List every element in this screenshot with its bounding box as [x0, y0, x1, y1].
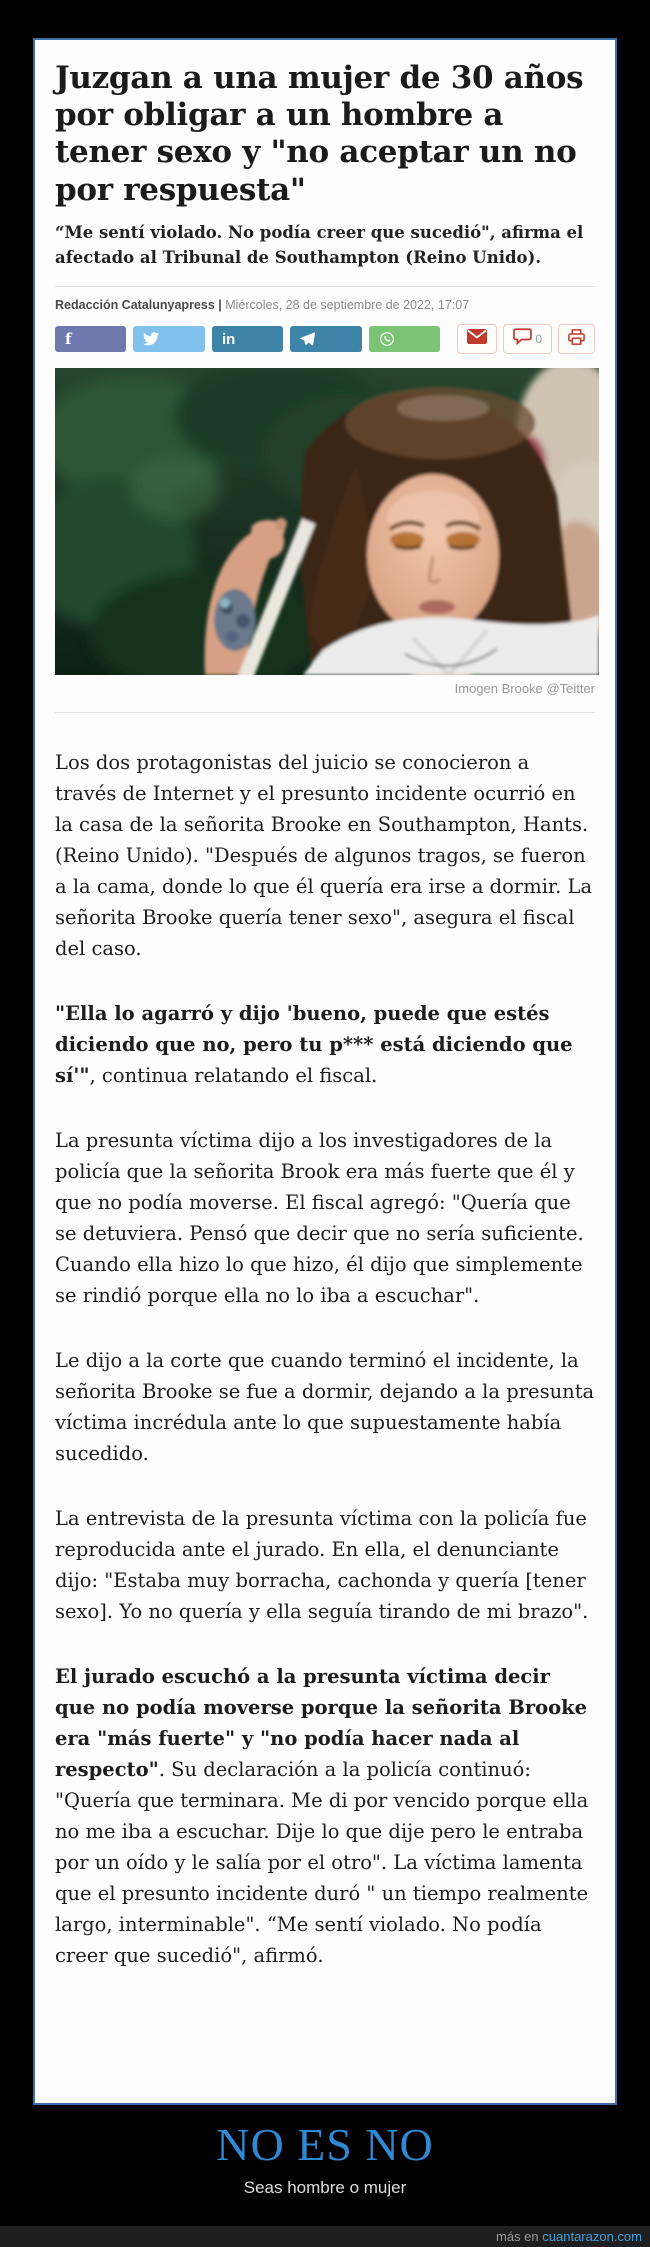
site-footer: [0, 2226, 650, 2247]
paragraph: La entrevista de la presunta víctima con la policía fue reproducida ante el jurado. En ella, el denunciante dijo: "Estaba muy borracha, cachonda y quería [tener sexo]. Yo no quería y ella seguía tirando de mi brazo".: [55, 1507, 589, 1624]
comment-count: 0: [535, 332, 543, 347]
share-row: [55, 324, 595, 354]
meme-subtitle: Seas hombre o mujer: [243, 2178, 407, 2197]
paragraph: El jurado escuchó a la presunta víctima decir que no podía moverse porque la señorita Brooke era "más fuerte" y "no podía hacer nada al respecto". Su declaración a la policía continuó: "Quería que terminara. Me di por vencido porque ella no me iba a escuchar. Dije lo que dije pero le entraba por un oído y le salía por el otro". La víctima lamenta que el presunto incidente duró " un tiempo realmente largo, interminable". “Me sentí violado. No podía creer que sucedió", afirmó.: [55, 1665, 589, 1968]
article-tool-buttons: [457, 324, 595, 354]
meme-title: NO ES NO: [216, 2119, 434, 2170]
article-headline: Juzgan a una mujer de 30 años por obligar a un hombre a tener sexo y "no aceptar un no por respuesta": [55, 60, 584, 208]
footer-text: más en: [496, 2229, 543, 2244]
paragraph: "Ella lo agarró y dijo 'bueno, puede que estés diciendo que no, pero tu p*** está diciendo que sí'", continua relatando el fiscal.: [55, 1002, 573, 1088]
share-facebook-button[interactable]: [55, 326, 126, 352]
article-body: [55, 747, 595, 1971]
telegram-icon: [300, 332, 315, 346]
meme-caption-block: [0, 2120, 650, 2198]
article-card: [33, 38, 617, 2105]
divider: [55, 712, 595, 713]
twitter-icon: [143, 332, 159, 346]
print-icon: [568, 329, 585, 350]
email-icon: [467, 329, 487, 349]
photo-caption: Imogen Brooke @Teitter: [454, 681, 595, 697]
share-whatsapp-button[interactable]: [369, 326, 440, 352]
facebook-icon: f: [65, 329, 72, 348]
share-twitter-button[interactable]: [133, 326, 204, 352]
print-button[interactable]: [558, 324, 595, 354]
email-button[interactable]: [457, 324, 497, 354]
linkedin-icon: in: [221, 330, 236, 348]
byline-author: Redacción Catalunyapress |: [55, 298, 222, 313]
comments-button[interactable]: [503, 324, 552, 354]
whatsapp-icon: [379, 331, 395, 347]
footer-site-link[interactable]: cuantarazon.com: [542, 2229, 642, 2244]
article-photo: [55, 368, 599, 675]
article-subtitle: “Me sentí violado. No podía creer que sucedió", afirma el afectado al Tribunal de Southampton (Reino Unido).: [55, 222, 584, 267]
byline-date: Miércoles, 28 de septiembre de 2022, 17:07: [221, 298, 470, 313]
share-telegram-button[interactable]: [290, 326, 361, 352]
comment-bubble-icon: [513, 328, 532, 350]
paragraph: La presunta víctima dijo a los investigadores de la policía que la señorita Brook era más fuerte que él y que no podía moverse. El fiscal agregó: "Quería que se detuviera. Pensó que decir que no sería suficiente. Cuando ella hizo lo que hizo, él dijo que simplemente se rindió porque ella no lo iba a escuchar".: [55, 1129, 584, 1308]
share-linkedin-button[interactable]: [212, 326, 283, 352]
paragraph: Los dos protagonistas del juicio se conocieron a través de Internet y el presunto incidente ocurrió en la casa de la señorita Brooke en Southampton, Hants. (Reino Unido). "Después de algunos tragos, se fueron a la cama, donde lo que él quería era irse a dormir. La señorita Brooke quería tener sexo", asegura el fiscal del caso.: [55, 751, 593, 961]
byline: [55, 287, 595, 324]
paragraph: Le dijo a la corte que cuando terminó el incidente, la señorita Brooke se fue a dormir, dejando a la presunta víctima incrédula ante lo que supuestamente había sucedido.: [55, 1349, 595, 1466]
